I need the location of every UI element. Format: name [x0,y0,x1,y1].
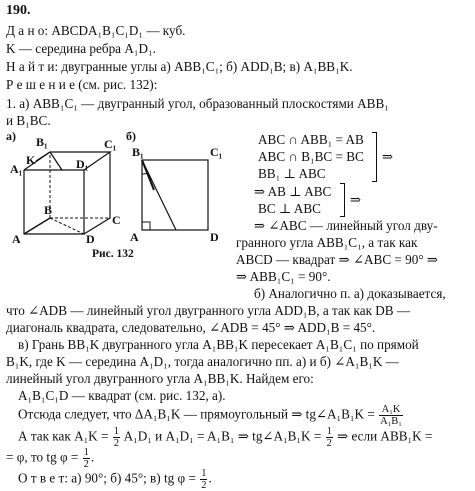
answer-fraction [200,468,207,491]
line17-text: Отсюда следует, что ΔA₁B₁K — прямоугольный ⇒ tg∠A₁B₁K = [18,406,375,422]
rb-line1: ABC ∩ ABB₁ = AB [258,132,364,147]
square-label-B1: B₁ [132,145,144,159]
line18-fraction2 [326,426,333,449]
text-line17 [18,404,404,427]
figure-caption: Рис. 132 [92,248,134,260]
text-line19 [6,447,94,470]
line17-denominator: A₁B₁ [380,416,402,428]
line19-num: 1 [83,447,89,458]
cube-label-B1: B₁ [36,135,48,149]
fig-b-label: б) [126,129,136,143]
brace-1 [372,132,377,182]
line19-fraction [83,447,90,470]
solution-line: Р е ш е н и е (см. рис. 132): [6,77,158,92]
step1-line2: и B₁BC. [6,113,51,128]
text-line11: что ∠ADB — линейный угол двугранного угла ADD₁B, а так как DB — [6,303,411,318]
brace-2 [340,183,345,217]
rb-line8: ABCD — квадрат ⇒ ∠ABC = 90° ⇒ [236,252,438,267]
answer-end: . [208,470,212,486]
cube-label-B: B [44,203,53,217]
answer-num: 1 [201,468,207,479]
cube-label-A: A [12,232,21,246]
square-label-D: D [210,230,219,244]
rb-line3: BB₁ ⊥ ABC [258,166,326,181]
square-label-C1: C₁ [210,145,223,159]
cube-label-C1: C₁ [104,137,117,151]
line18-part-a: А так как A₁K = [18,428,109,444]
rb-line2: ABC ∩ B₁BC = BC [258,149,364,164]
problem-number: 190. [6,3,31,18]
rb-line10: б) Аналогично п. а) доказывается, [254,286,446,301]
rb-arrow1: ⇒ [382,149,394,164]
rb-line7: гранного угла ABB₁C₁, а так как [236,235,418,250]
figure-square [126,130,226,245]
figure-cube [6,129,121,246]
line18-fraction1 [113,426,120,449]
text-line12: диагональ квадрата, следовательно, ∠ADB = 45° ⇒ ADD₁B = 45°. [6,320,376,335]
line18-f2-num: 1 [326,426,332,437]
given-line: Д а н о: ABCDA₁B₁C₁D₁ — куб. [6,23,186,38]
line19-den: 2 [83,459,89,471]
fig-a-label: а) [6,129,16,143]
rb-line9: ⇒ ABB₁C₁ = 90°. [236,269,331,284]
rb-line4: ⇒ AB ⊥ ABC [254,184,332,199]
cube-label-D: D [86,232,95,246]
find-line: Н а й т и: двугранные углы а) ABB₁C₁; б) ADD₁B; в) A₁BB₁K. [6,59,353,74]
line19-part-b: . [90,449,95,465]
line18-f2-den: 2 [326,438,332,450]
line18-f1-den: 2 [113,438,119,450]
cube-label-A1: A₁ [10,162,23,176]
square-label-A: A [130,230,139,244]
midpoint-line: K — середина ребра A₁D₁. [6,41,156,56]
cube-label-D1: D₁ [76,157,89,171]
text-line15: линейный угол двугранного угла A₁BB₁K. Найдем его: [6,371,314,386]
cube-label-K: K [26,153,36,167]
line18-part-c: ⇒ если ABB₁K = [337,428,433,444]
text-line14: B₁K, где K — середина A₁D₁, тогда аналогично пп. а) и б) ∠A₁B₁K — [6,354,399,369]
line19-part-a: = φ, то tg φ = [6,449,79,465]
step1-line1: 1. а) ABB₁C₁ — двугранный угол, образованный плоскостями ABB₁ [6,96,389,111]
line17-numerator: A₁K [379,404,403,416]
text-line16: A₁B₁C₁D — квадрат (см. рис. 132, а). [18,388,226,403]
text-line18 [18,426,432,449]
line18-f1-num: 1 [113,426,119,437]
rb-line5: BC ⊥ ABC [258,201,321,216]
cube-drawing [6,130,116,245]
rb-arrow2: ⇒ [350,192,362,207]
line17-fraction [379,404,403,427]
rb-line6: ⇒ ∠ABC — линейный угол дву- [254,218,438,233]
answer-text: О т в е т: а) 90°; б) 45°; в) tg φ = [18,470,196,486]
text-line13: в) Грань BB₁K двугранного угла A₁BB₁K пересекает A₁B₁C₁ по прямой [18,337,419,352]
cube-label-C: C [112,213,121,227]
line18-part-b: A₁D₁ и A₁D₁ = A₁B₁ ⇒ tg∠A₁B₁K = [123,428,322,444]
answer-line [18,468,212,491]
answer-den: 2 [201,480,207,491]
